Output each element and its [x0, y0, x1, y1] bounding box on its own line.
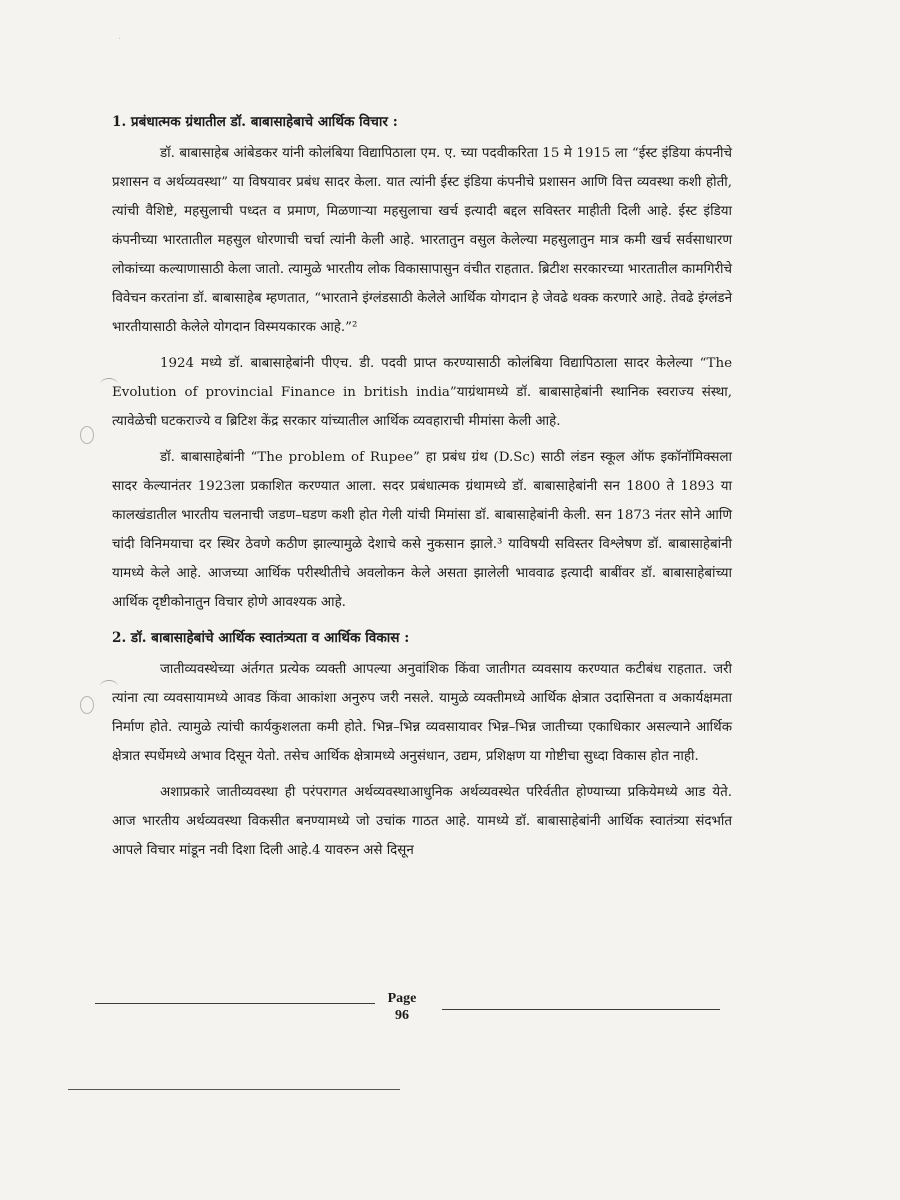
- footer-rule-left: [95, 1003, 375, 1004]
- footer-rule-right: [442, 1009, 720, 1010]
- section-1-paragraph-1: डॉ. बाबासाहेब आंबेडकर यांनी कोलंबिया विद्यापिठाला एम. ए. च्या पदवीकरिता 15 मे 1915 ला “ईस्ट इंडिया कंपनीचे प्रशासन व अर्थव्यवस्था” या विषयावर प्रबंध सादर केला. यात त्यांनी ईस्ट इंडिया कंपनीचे प्रशासन आणि वित्त व्यवस्था कशी होती, त्यांची वैशिष्टे, महसुलाची पध्दत व प्रमाण, मिळणाऱ्या महसुलाचा खर्च इत्यादी बद्दल सविस्तर माहीती दिली आहे. ईस्ट इंडिया कंपनीच्या भारतातील महसुल धोरणाची चर्चा त्यांनी केली आहे. भारतातुन वसुल केलेल्या महसुलातुन मात्र कमी खर्च सर्वसाधारण लोकांच्या कल्याणासाठी केला जातो. त्यामुळे भारतीय लोक विकासापासुन वंचीत राहतात. ब्रिटीश सरकारच्या भारतातील कामगिरीचे विवेचन करतांना डॉ. बाबासाहेब म्हणतात, “भारताने इंग्लंडसाठी केलेले आर्थिक योगदान हे जेवढे थक्क करणारे आहे. तेवढे इंग्लंडने भारतीयासाठी केलेले योगदान विस्मयकारक आहे.”²: [112, 146, 732, 335]
- section-2-paragraph-1: जातीव्यवस्थेच्या अंर्तगत प्रत्येक व्यक्ती आपल्या अनुवांशिक किंवा जातीगत व्यवसाय करण्यात कटीबंध राहतात. जरी त्यांना त्या व्यवसायामध्ये आवड किंवा आकांशा अनुरुप जरी नसले. यामुळे व्यक्तीमध्ये आर्थिक क्षेत्रात उदासिनता व अकार्यक्षमता निर्माण होते. त्यामुळे त्यांची कार्यकुशलता कमी होते. भिन्न–भिन्न व्यवसायावर भिन्न–भिन्न जातीच्या एकाधिकार असल्याने आर्थिक क्षेत्रात स्पर्धेमध्ये अभाव दिसून येतो. तसेच आर्थिक क्षेत्रामध्ये अनुसंधान, उद्यम, प्रशिक्षण या गोष्टीचा सुध्दा विकास होत नाही.: [112, 662, 732, 764]
- scan-mark-circle: [80, 426, 94, 444]
- page-word: Page: [387, 991, 417, 1006]
- scan-mark-circle: [80, 696, 94, 714]
- section-1-paragraph-3: डॉ. बाबासाहेबांनी “The problem of Rupee” हा प्रबंध ग्रंथ (D.Sc) साठी लंडन स्कूल ऑफ इकॉनॉमिक्सला सादर केल्यानंतर 1923ला प्रकाशित करण्यात आला. सदर प्रबंधात्मक ग्रंथामध्ये डॉ. बाबासाहेबांनी सन 1800 ते 1893 या कालखंडातील भारतीय चलनाची जडण–घडण कशी होत गेली यांची मिमांसा डॉ. बाबासाहेबांनी केली. सन 1873 नंतर सोने आणि चांदी विनिमयाचा दर स्थिर ठेवणे कठीण झाल्यामुळे देशाचे कसे नुकसान झाले.³ याविषयी सविस्तर विश्लेषण डॉ. बाबासाहेबांनी यामध्ये केले आहे. आजच्या आर्थिक परीस्थीतीचे अवलोकन केले असता झालेली भाववाढ इत्यादी बाबींवर डॉ. बाबासाहेबांच्या आर्थिक दृष्टीकोनातुन विचार होणे आवश्यक आहे.: [112, 450, 732, 610]
- bottom-rule: [68, 1089, 400, 1090]
- section-1-heading: 1. प्रबंधात्मक ग्रंथातील डॉ. बाबासाहेबाचे आर्थिक विचार :: [112, 114, 398, 130]
- document-body: [112, 108, 732, 872]
- page-number: 96: [395, 1008, 409, 1023]
- page-number-label: [380, 990, 424, 1024]
- section-2-paragraph-2: अशाप्रकारे जातीव्यवस्था ही परंपरागत अर्थव्यवस्थाआधुनिक अर्थव्यवस्थेत परिर्वतीत होण्याच्या प्रकियेमध्ये आड येते. आज भारतीय अर्थव्यवस्था विकसीत बनण्यामध्ये जो उचांक गाठत आहे. यामध्ये डॉ. बाबासाहेबांनी आर्थिक स्वातंत्र्या संदर्भात आपले विचार मांडून नवी दिशा दिली आहे.4 यावरुन असे दिसून: [112, 785, 732, 858]
- section-2-heading: 2. डॉ. बाबासाहेबांचे आर्थिक स्वातंत्र्यता व आर्थिक विकास :: [112, 630, 410, 646]
- section-1-paragraph-2: 1924 मध्ये डॉ. बाबासाहेबांनी पीएच. डी. पदवी प्राप्त करण्यासाठी कोलंबिया विद्यापिठाला सादर केलेल्या “The Evolution of provincial Finance in british india”याग्रंथामध्ये डॉ. बाबासाहेबांनी स्थानिक स्वराज्य संस्था, त्यावेळेची घटकराज्ये व ब्रिटिश केंद्र सरकार यांच्यातील आर्थिक व्यवहाराची मीमांसा केली आहे.: [112, 356, 732, 429]
- scan-smudge: ·: [118, 34, 122, 45]
